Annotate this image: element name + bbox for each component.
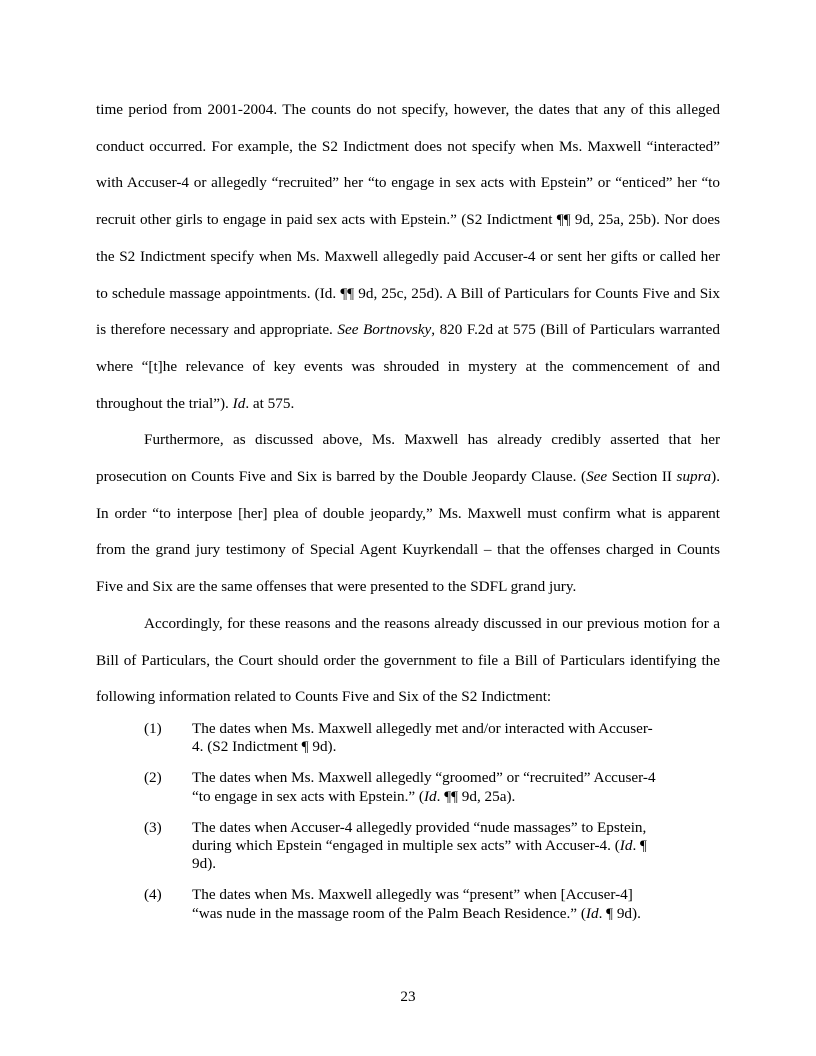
italic-citation: See Bortnovsky: [337, 321, 432, 339]
list-item-text: The dates when Accuser-4 allegedly provided “nude massages” to Epstein, during which Epstein “engaged in multiple sex acts” with Accuser-4. (Id. ¶ 9d).: [192, 818, 647, 873]
list-item-text: The dates when Ms. Maxwell allegedly met and/or interacted with Accuser-4. (S2 Indictment ¶ 9d).: [192, 720, 653, 756]
italic-citation: Id: [619, 837, 633, 855]
list-item-number: (1): [144, 720, 162, 737]
list-item-text: The dates when Ms. Maxwell allegedly “groomed” or “recruited” Accuser-4 “to engage in sex acts with Epstein.” (Id. ¶¶ 9d, 25a).: [192, 769, 656, 805]
italic-citation: Id: [423, 787, 437, 805]
list-item: [96, 720, 720, 756]
list-item-text: The dates when Ms. Maxwell allegedly was “present” when [Accuser-4] “was nude in the massage room of the Palm Beach Residence.” (Id. ¶ 9d).: [192, 886, 641, 922]
paragraph-1: time period from 2001-2004. The counts do not specify, however, the dates that any of this alleged conduct occurred. For example, the S2 Indictment does not specify when Ms. Maxwell “interacted” with Accuser-4 or allegedly “recruited” her “to engage in sex acts with Epstein” or “enticed” her “to recruit other girls to engage in paid sex acts with Epstein.” (S2 Indictment ¶¶ 9d, 25a, 25b). Nor does the S2 Indictment specify when Ms. Maxwell allegedly paid Accuser-4 or sent her gifts or called her to schedule massage appointments. (Id. ¶¶ 9d, 25c, 25d). A Bill of Particulars for Counts Five and Six is therefore necessary and appropriate. See Bortnovsky, 820 F.2d at 575 (Bill of Particulars warranted where “[t]he relevance of key events was shrouded in mystery at the commencement of and throughout the trial”). Id. at 575.: [96, 101, 720, 412]
paragraph-2: Furthermore, as discussed above, Ms. Maxwell has already credibly asserted that her prosecution on Counts Five and Six is barred by the Double Jeopardy Clause. (See Section II supra). In order “to interpose [her] plea of double jeopardy,” Ms. Maxwell must confirm what is apparent from the grand jury testimony of Special Agent Kuyrkendall – that the offenses charged in Counts Five and Six are the same offenses that were presented to the SDFL grand jury.: [96, 431, 721, 596]
italic-citation: Id: [585, 904, 599, 922]
list-item: [96, 886, 720, 922]
list-item-number: (2): [144, 769, 162, 787]
list-item: [96, 819, 720, 874]
list-item-number: (3): [144, 818, 162, 836]
list-item: [96, 769, 720, 805]
paragraph-3: Accordingly, for these reasons and the reasons already discussed in our previous motion for a Bill of Particulars, the Court should order the government to file a Bill of Particulars identifying the following information related to Counts Five and Six of the S2 Indictment:: [96, 614, 720, 706]
italic-citation: supra: [676, 468, 712, 486]
italic-citation: See: [586, 468, 608, 486]
particulars-list: [96, 720, 720, 936]
page-number: 23: [400, 988, 416, 1005]
body-text: [96, 92, 720, 716]
italic-citation: Id: [232, 394, 246, 412]
list-item-number: (4): [144, 886, 162, 904]
